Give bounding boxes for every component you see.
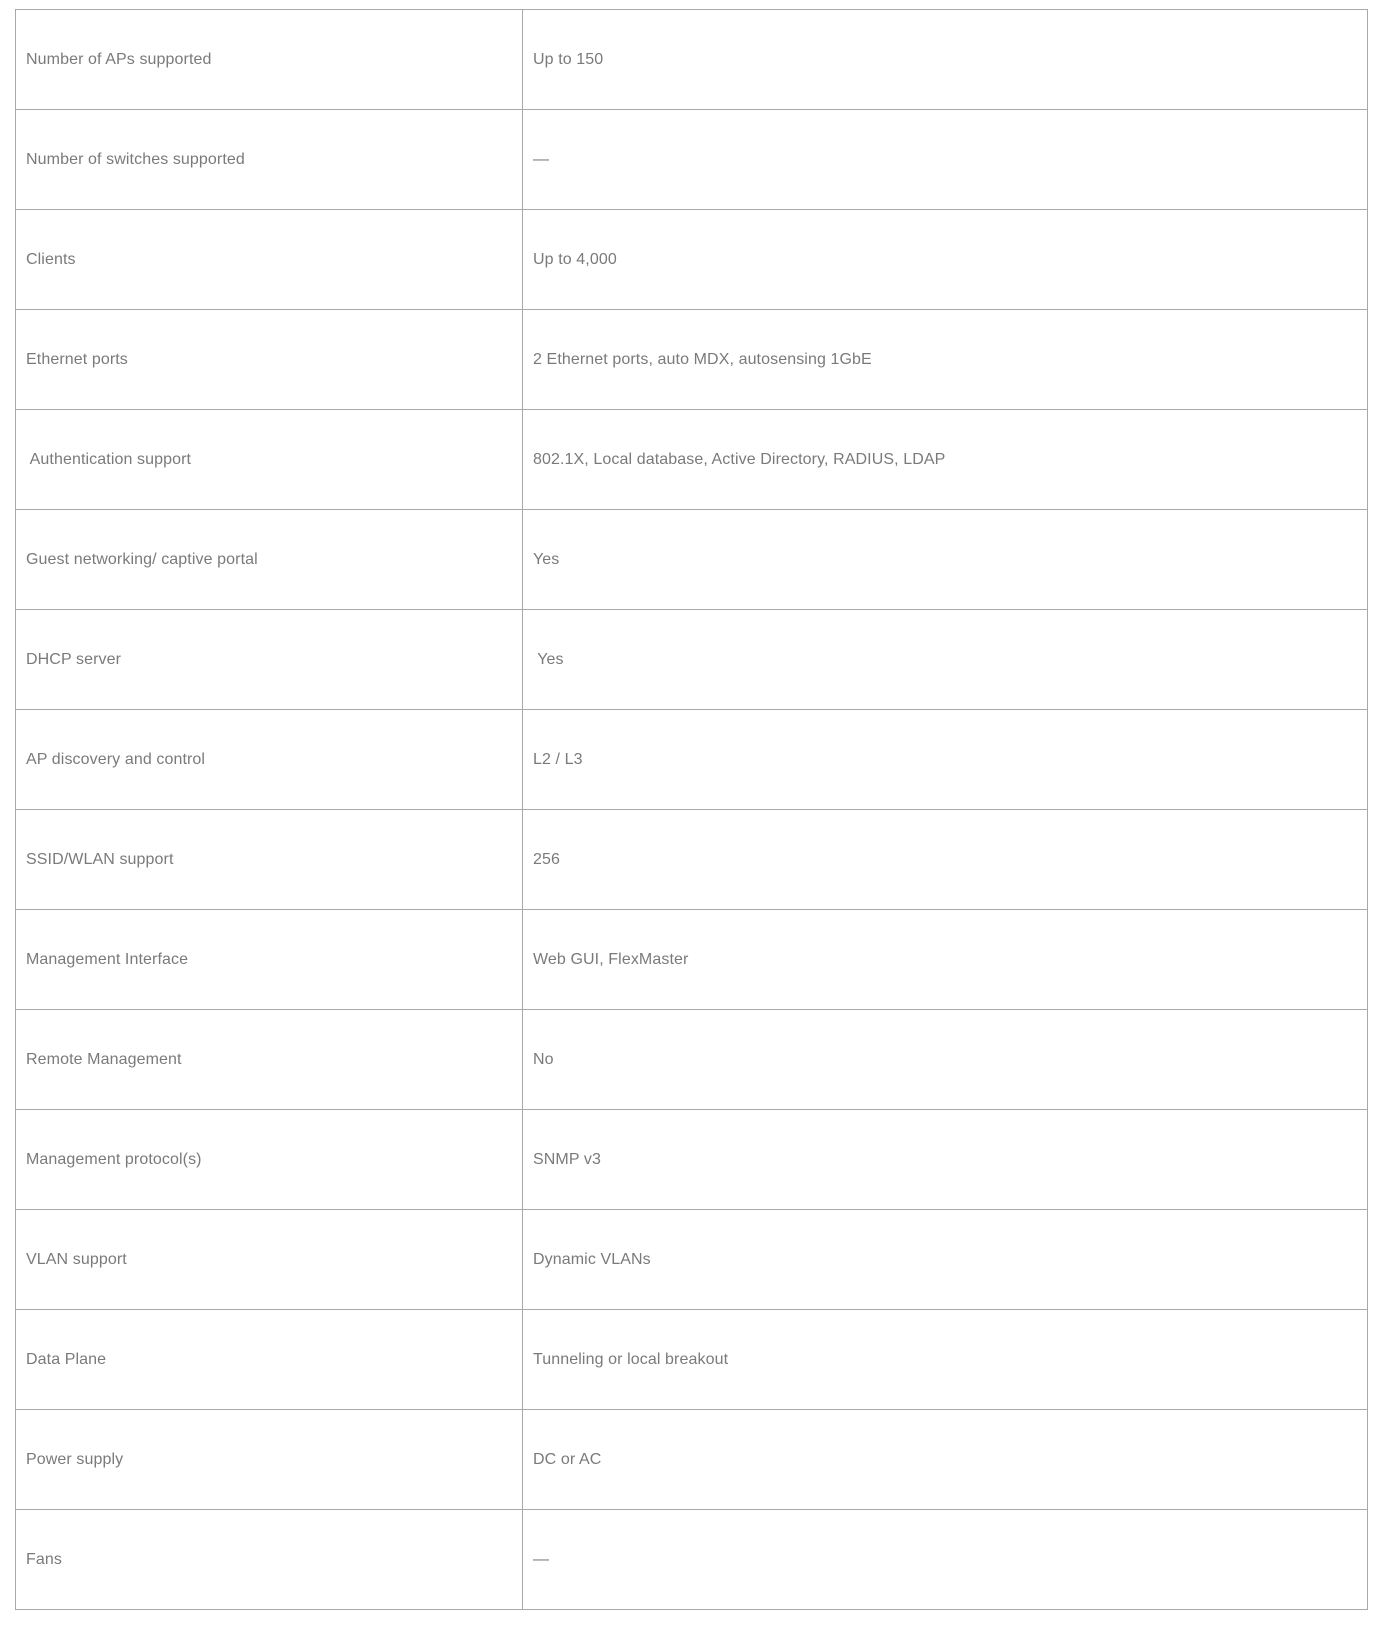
spec-label: Fans bbox=[16, 1510, 523, 1610]
table-row bbox=[16, 1110, 1368, 1210]
table-row bbox=[16, 1010, 1368, 1110]
spec-value: — bbox=[523, 110, 1368, 210]
table-row bbox=[16, 210, 1368, 310]
spec-label: VLAN support bbox=[16, 1210, 523, 1310]
spec-label: SSID/WLAN support bbox=[16, 810, 523, 910]
spec-label: Guest networking/ captive portal bbox=[16, 510, 523, 610]
spec-label: Authentication support bbox=[16, 410, 523, 510]
spec-label: Remote Management bbox=[16, 1010, 523, 1110]
spec-label: Number of switches supported bbox=[16, 110, 523, 210]
table-row bbox=[16, 610, 1368, 710]
spec-value: Up to 150 bbox=[523, 10, 1368, 110]
spec-label: Clients bbox=[16, 210, 523, 310]
spec-label: Data Plane bbox=[16, 1310, 523, 1410]
spec-label: Management Interface bbox=[16, 910, 523, 1010]
table-row bbox=[16, 410, 1368, 510]
table-row bbox=[16, 810, 1368, 910]
spec-table bbox=[15, 9, 1368, 1610]
spec-label: AP discovery and control bbox=[16, 710, 523, 810]
table-row bbox=[16, 1210, 1368, 1310]
table-row bbox=[16, 310, 1368, 410]
spec-value: Tunneling or local breakout bbox=[523, 1310, 1368, 1410]
spec-label: Management protocol(s) bbox=[16, 1110, 523, 1210]
spec-value: DC or AC bbox=[523, 1410, 1368, 1510]
table-row bbox=[16, 1510, 1368, 1610]
spec-value: SNMP v3 bbox=[523, 1110, 1368, 1210]
spec-label: Power supply bbox=[16, 1410, 523, 1510]
table-row bbox=[16, 10, 1368, 110]
spec-label: Number of APs supported bbox=[16, 10, 523, 110]
spec-label: Ethernet ports bbox=[16, 310, 523, 410]
table-row bbox=[16, 1410, 1368, 1510]
table-row bbox=[16, 110, 1368, 210]
table-row bbox=[16, 910, 1368, 1010]
spec-value: No bbox=[523, 1010, 1368, 1110]
spec-value: 256 bbox=[523, 810, 1368, 910]
table-row bbox=[16, 510, 1368, 610]
spec-value: 2 Ethernet ports, auto MDX, autosensing 1GbE bbox=[523, 310, 1368, 410]
table-row bbox=[16, 710, 1368, 810]
spec-value: 802.1X, Local database, Active Directory, RADIUS, LDAP bbox=[523, 410, 1368, 510]
spec-value: Web GUI, FlexMaster bbox=[523, 910, 1368, 1010]
spec-value: Yes bbox=[523, 610, 1368, 710]
spec-value: Up to 4,000 bbox=[523, 210, 1368, 310]
spec-label: DHCP server bbox=[16, 610, 523, 710]
spec-value: — bbox=[523, 1510, 1368, 1610]
spec-value: L2 / L3 bbox=[523, 710, 1368, 810]
spec-value: Yes bbox=[523, 510, 1368, 610]
spec-value: Dynamic VLANs bbox=[523, 1210, 1368, 1310]
table-row bbox=[16, 1310, 1368, 1410]
